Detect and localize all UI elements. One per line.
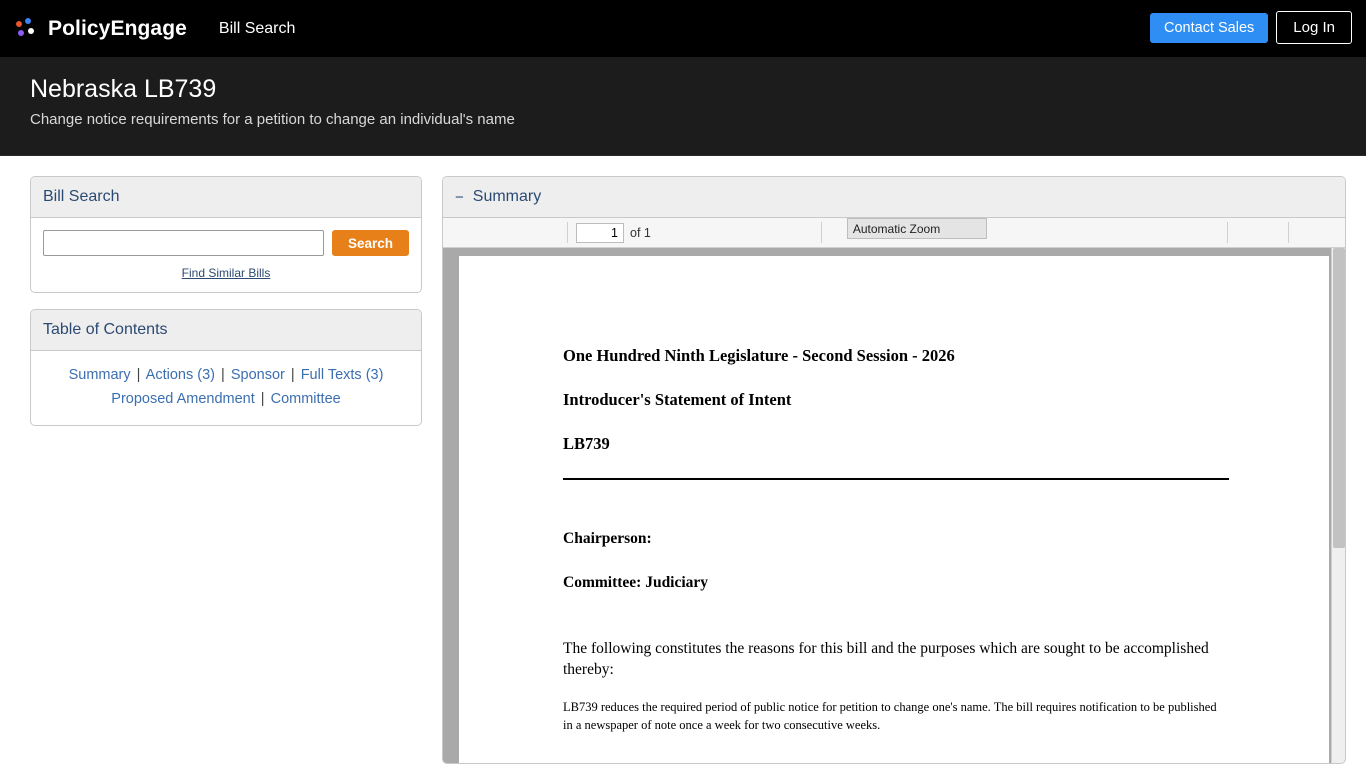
- search-input[interactable]: [43, 230, 324, 256]
- toc-link-full-texts[interactable]: Full Texts (3): [300, 367, 384, 383]
- table-of-contents-body: [31, 351, 421, 425]
- summary-panel-header: [443, 177, 1345, 218]
- brand-name: PolicyEngage: [48, 16, 187, 40]
- pdf-viewport[interactable]: [443, 248, 1345, 763]
- document-detail-paragraph: LB739 reduces the required period of public notice for petition to change one's name. The bill requires notification to be published in a newspaper of note once a week for two consecutive weeks.: [563, 700, 1217, 732]
- pdf-toolbar-left-tools: [443, 218, 567, 247]
- pdf-toolbar: [443, 218, 1345, 248]
- collapse-toggle-icon[interactable]: −: [455, 188, 464, 206]
- toolbar-right-spacer: [987, 218, 1227, 247]
- toc-separator: |: [136, 367, 141, 383]
- summary-viewer-panel: [442, 176, 1346, 764]
- toolbar-mid-spacer: [659, 218, 821, 247]
- nav-link-bill-search[interactable]: Bill Search: [218, 19, 296, 37]
- page-title-band: [0, 57, 1366, 156]
- page-number-input[interactable]: [576, 223, 624, 243]
- log-in-button[interactable]: Log In: [1276, 11, 1352, 44]
- sidebar: [30, 176, 422, 768]
- toc-link-actions[interactable]: Actions (3): [145, 367, 215, 383]
- document-chairperson-label: Chairperson:: [563, 530, 652, 547]
- bill-search-panel: [30, 176, 422, 293]
- page-subtitle: Change notice requirements for a petition to change an individual's name: [30, 111, 515, 128]
- toolbar-right-tools: [1228, 218, 1288, 247]
- toc-separator: |: [221, 367, 225, 383]
- summary-panel-title: Summary: [472, 188, 542, 205]
- document-heading-statement: Introducer's Statement of Intent: [563, 390, 792, 409]
- document-heading-legislature: One Hundred Ninth Legislature - Second Session - 2026: [563, 346, 955, 365]
- toc-link-summary[interactable]: Summary: [68, 367, 131, 383]
- table-of-contents-title: Table of Contents: [31, 310, 421, 351]
- document-divider: [563, 478, 1229, 480]
- policyengage-dots-icon: [16, 18, 38, 40]
- pdf-scrollbar-thumb[interactable]: [1333, 248, 1345, 548]
- page-total-label: of 1: [630, 225, 651, 240]
- zoom-select[interactable]: Automatic Zoom: [847, 218, 987, 239]
- document-heading-bill-number: LB739: [563, 434, 610, 453]
- pdf-page: [459, 256, 1329, 763]
- toc-separator: |: [260, 391, 265, 407]
- search-button[interactable]: Search: [332, 230, 409, 256]
- find-similar-bills-link[interactable]: Find Similar Bills: [181, 266, 271, 280]
- table-of-contents-panel: [30, 309, 422, 426]
- search-row: [43, 230, 409, 256]
- toc-link-sponsor[interactable]: Sponsor: [230, 367, 285, 383]
- page-navigation-group: [568, 218, 659, 247]
- bill-search-panel-title: Bill Search: [31, 177, 421, 218]
- toolbar-divider: [1288, 222, 1289, 243]
- toc-link-committee[interactable]: Committee: [270, 391, 341, 407]
- top-navigation-bar: [0, 0, 1366, 57]
- toc-separator: |: [290, 367, 295, 383]
- contact-sales-button[interactable]: Contact Sales: [1150, 13, 1268, 43]
- bill-search-panel-body: [31, 218, 421, 292]
- top-right-actions: [1150, 11, 1352, 44]
- zoom-controls-spacer: [822, 218, 847, 247]
- brand-logo[interactable]: [16, 17, 187, 41]
- document-intro-paragraph: The following constitutes the reasons for this bill and the purposes which are sought to be accomplished thereby:: [563, 640, 1209, 678]
- document-committee-label: Committee: Judiciary: [563, 574, 709, 591]
- page-title: Nebraska LB739: [30, 75, 217, 103]
- toc-link-proposed-amendment[interactable]: Proposed Amendment: [111, 391, 255, 407]
- main-content: [0, 156, 1366, 768]
- pdf-scrollbar[interactable]: [1331, 248, 1345, 763]
